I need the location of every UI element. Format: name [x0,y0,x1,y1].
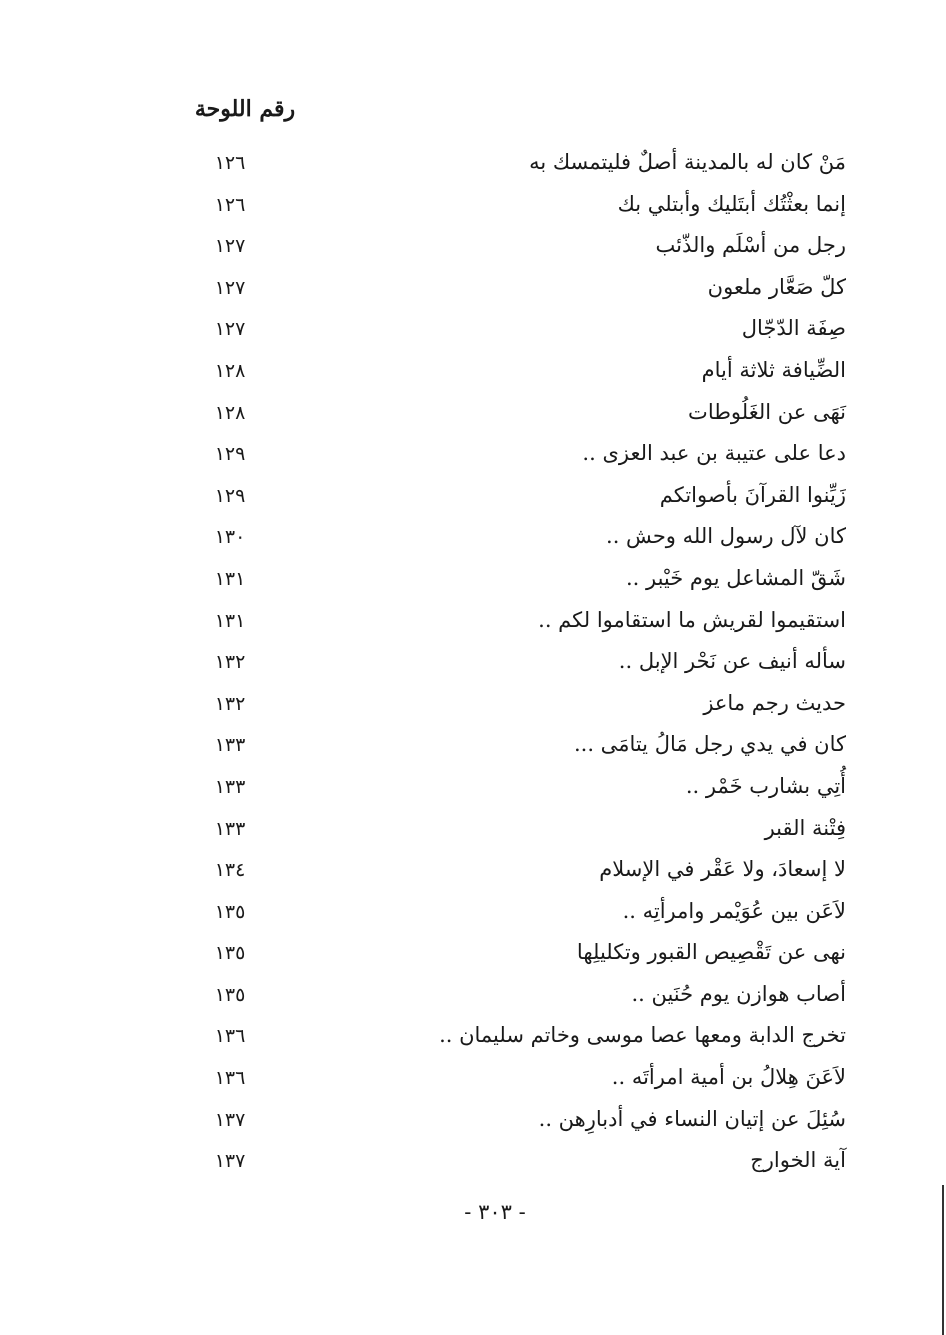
index-entry [0,354,946,396]
index-entry [0,1144,946,1186]
entry-title: أُتِي بشارب خَمْر .. [685,773,846,798]
index-entry [0,146,946,188]
index-entry [0,728,946,770]
entry-plate-number: ١٣٧ [214,1108,246,1131]
entry-plate-number: ١٣٦ [214,1025,246,1048]
index-entry [0,978,946,1020]
index-entry [0,1061,946,1103]
entry-plate-number: ١٣٥ [214,983,246,1006]
entry-title: شَقّ المشاعل يوم خَيْبر .. [625,565,846,590]
entry-title: كان في يدي رجل مَالُ يتامَى ... [573,732,846,757]
entry-title: صِفَة الدّجّال [741,316,846,341]
entry-plate-number: ١٢٦ [214,152,246,174]
index-entry [0,687,946,729]
index-entry [0,188,946,230]
entry-title: زَيِّنوا القرآنَ بأصواتكم [659,482,846,507]
entry-plate-number: ١٢٧ [214,276,246,299]
entry-plate-number: ١٣٥ [214,942,246,965]
entry-plate-number: ١٣٣ [214,734,246,757]
entry-plate-number: ١٢٨ [214,359,246,382]
entry-plate-number: ١٣٧ [214,1150,246,1173]
entry-title: إنما بعثْتُك أبتَليك وأبتلي بك [617,191,846,216]
entry-plate-number: ١٢٧ [214,318,246,341]
index-entry [0,271,946,313]
entry-plate-number: ١٢٦ [214,193,246,216]
index-entry [0,562,946,604]
entry-title: آية الخوارج [750,1148,846,1173]
index-entry [0,437,946,479]
index-entry [0,229,946,271]
index-entry [0,479,946,521]
entry-title: نَهَى عن الغَلُوطات [688,399,846,424]
entry-title: مَنْ كان له بالمدينة أصلٌ فليتمسك به [529,150,846,174]
entry-plate-number: ١٣٠ [214,526,246,549]
entry-title: كان لآل رسول الله وحش .. [606,524,846,549]
page-number: - ٣٠٣ - [464,1200,526,1224]
index-entry [0,604,946,646]
index-entry [0,1103,946,1145]
index-entry [0,520,946,562]
entry-title: رجل من أسْلَم والذّئب [655,233,846,258]
entry-plate-number: ١٣١ [214,609,246,632]
entry-title: تخرج الدابة ومعها عصا موسى وخاتم سليمان .. [439,1023,846,1048]
index-entry [0,895,946,937]
entry-title: كلّ صَعَّار ملعون [707,274,846,299]
entry-plate-number: ١٣٣ [214,817,246,840]
entry-title: فِتْنة القبر [764,815,846,840]
index-entry [0,312,946,354]
entry-title: استقيموا لقريش ما استقاموا لكم .. [538,607,846,632]
entry-plate-number: ١٣٤ [214,859,246,882]
column-header-plate-number: رقم اللوحة [194,96,296,122]
scan-edge-line [942,1185,944,1335]
entry-plate-number: ١٢٧ [214,235,246,258]
index-entry [0,812,946,854]
entry-plate-number: ١٢٨ [214,401,246,424]
entry-title: دعا على عتيبة بن عبد العزى .. [582,441,846,466]
entry-title: لاَعَنَ هِلالُ بن أمية امرأتَه .. [611,1065,846,1090]
entry-title: سُئِلَ عن إتيان النساء في أدبارِهن .. [538,1106,846,1131]
index-list [0,146,946,1186]
entry-title: أصاب هوازن يوم حُنَين .. [631,981,846,1006]
entry-plate-number: ١٢٩ [214,484,246,507]
entry-plate-number: ١٣٢ [214,651,246,674]
index-entry [0,770,946,812]
index-entry [0,1019,946,1061]
index-entry [0,936,946,978]
entry-plate-number: ١٣٣ [214,775,246,798]
entry-plate-number: ١٣٢ [214,692,246,715]
index-entry [0,853,946,895]
entry-title: نهى عن تَقْصِيص القبور وتكليلِها [576,940,846,965]
index-entry [0,645,946,687]
entry-title: لاَعَن بين عُوَيْمر وامرأتِه .. [622,898,846,923]
entry-plate-number: ١٣٦ [214,1067,246,1090]
entry-title: لا إسعادَ، ولا عَقْر في الإسلام [599,857,846,882]
index-entry [0,396,946,438]
entry-plate-number: ١٢٩ [214,443,246,466]
entry-plate-number: ١٣١ [214,567,246,590]
entry-title: حديث رجم ماعز [703,690,846,715]
entry-plate-number: ١٣٥ [214,900,246,923]
entry-title: سأله أنيف عن نَحْر الإبل .. [618,649,846,674]
entry-title: الضِّيافة ثلاثة أيام [701,357,846,382]
